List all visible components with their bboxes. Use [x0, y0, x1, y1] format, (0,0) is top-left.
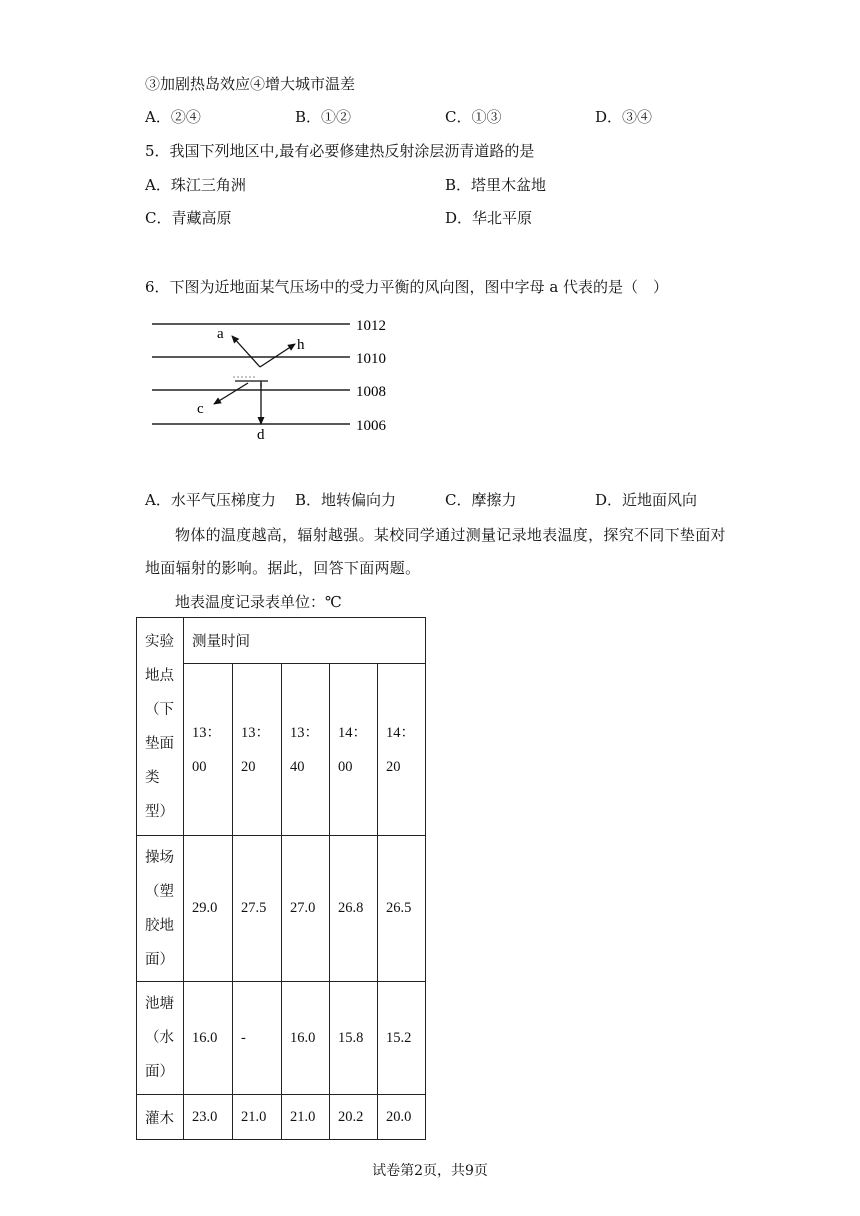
q4-option-d: D．③④	[595, 108, 653, 126]
q5-option-c: C．青藏高原	[145, 209, 232, 227]
corner-header-cell	[137, 618, 184, 836]
table-cell: 27.0	[282, 836, 330, 982]
time-cell	[330, 664, 378, 836]
letter-a: a	[217, 326, 224, 342]
letter-d: d	[257, 427, 265, 443]
arrow-a	[232, 336, 260, 367]
table-cell: 26.8	[330, 836, 378, 982]
isobar-wind-figure	[140, 310, 400, 450]
table-cell: 15.2	[378, 982, 426, 1095]
time-hour: 14：	[386, 724, 415, 741]
row-label-line: 面）	[145, 951, 174, 968]
table-cell: 20.2	[330, 1095, 378, 1140]
q5-option-d: D．华北平原	[445, 209, 533, 227]
corner-header	[145, 625, 183, 829]
row-label-line: （塑	[145, 883, 174, 900]
arrow-h	[260, 344, 295, 367]
q4-option-a: A．②④	[145, 108, 201, 126]
point-marker	[235, 381, 268, 387]
table-cell: 26.5	[378, 836, 426, 982]
q4-option-c: C．①③	[445, 108, 502, 126]
q5-stem: 5．我国下列地区中,最有必要修建热反射涂层沥青道路的是	[145, 142, 535, 160]
table-cell: 21.0	[282, 1095, 330, 1140]
time-hour: 13：	[192, 724, 221, 741]
corner-line: 型）	[145, 803, 174, 820]
temperature-record-table	[136, 617, 426, 1140]
row-label	[137, 836, 184, 982]
q6-option-b: B．地转偏向力	[295, 491, 397, 509]
row-label-line: （水	[145, 1030, 174, 1046]
table-cell: 21.0	[233, 1095, 282, 1140]
q6-option-d: D．近地面风向	[595, 491, 698, 509]
table-cell: -	[233, 982, 282, 1095]
time-hour: 14：	[338, 724, 367, 741]
table-cell: 16.0	[184, 982, 233, 1095]
row-label: 灌木	[137, 1095, 184, 1140]
row-label-line: 面）	[145, 1064, 174, 1080]
isobar-label-1008: 1008	[356, 384, 386, 400]
time-cell	[233, 664, 282, 836]
corner-line: 实验	[145, 633, 174, 650]
table-row	[137, 1095, 426, 1140]
corner-line: 垫面	[145, 735, 174, 752]
arrow-c	[214, 383, 248, 404]
letter-h: h	[297, 337, 305, 353]
corner-line: 地点	[145, 667, 174, 684]
table-cell: 20.0	[378, 1095, 426, 1140]
table-row	[137, 982, 426, 1095]
row-label-line: 操场	[145, 849, 174, 866]
isobar-label-1006: 1006	[356, 418, 386, 434]
q5-option-b: B．塔里木盆地	[445, 176, 547, 194]
q5-option-a: A．珠江三角洲	[145, 176, 246, 194]
time-cell	[184, 664, 233, 836]
time-cell	[378, 664, 426, 836]
q4-option-b: B．①②	[295, 108, 352, 126]
time-minute: 20	[386, 758, 401, 775]
table-cell: 15.8	[330, 982, 378, 1095]
time-cell	[282, 664, 330, 836]
row-label-line: 胶地	[145, 917, 174, 934]
table-cell: 23.0	[184, 1095, 233, 1140]
table-cell: 16.0	[282, 982, 330, 1095]
table-row	[137, 618, 426, 664]
corner-line: （下	[145, 701, 174, 718]
isobar-label-1012: 1012	[356, 318, 386, 334]
q4-stem-tail: ③加剧热岛效应④增大城市温差	[145, 75, 356, 93]
time-hour: 13：	[290, 724, 319, 741]
passage-line-1: 物体的温度越高，辐射越强。某校同学通过测量记录地表温度，探究不同下垫面对	[175, 526, 726, 544]
letter-c: c	[197, 401, 204, 417]
table-row	[137, 836, 426, 982]
time-minute: 00	[338, 758, 353, 775]
q6-option-c: C．摩擦力	[445, 491, 517, 509]
time-minute: 20	[241, 758, 256, 775]
isobar-label-1010: 1010	[356, 351, 386, 367]
page-footer: 试卷第2页，共9页	[372, 1163, 488, 1179]
time-minute: 40	[290, 758, 305, 775]
table-cell: 29.0	[184, 836, 233, 982]
table-caption: 地表温度记录表单位：℃	[175, 593, 342, 611]
time-header: 测量时间	[184, 618, 426, 664]
time-hour: 13：	[241, 724, 270, 741]
passage-line-2: 地面辐射的影响。据此，回答下面两题。	[145, 559, 421, 577]
time-minute: 00	[192, 758, 207, 775]
q6-option-a: A．水平气压梯度力	[145, 491, 276, 509]
corner-line: 类	[145, 769, 160, 786]
row-label-line: 池塘	[145, 996, 174, 1012]
q6-stem: 6．下图为近地面某气压场中的受力平衡的风向图，图中字母 a 代表的是（ ）	[145, 278, 669, 296]
table-cell: 27.5	[233, 836, 282, 982]
row-label	[137, 982, 184, 1095]
